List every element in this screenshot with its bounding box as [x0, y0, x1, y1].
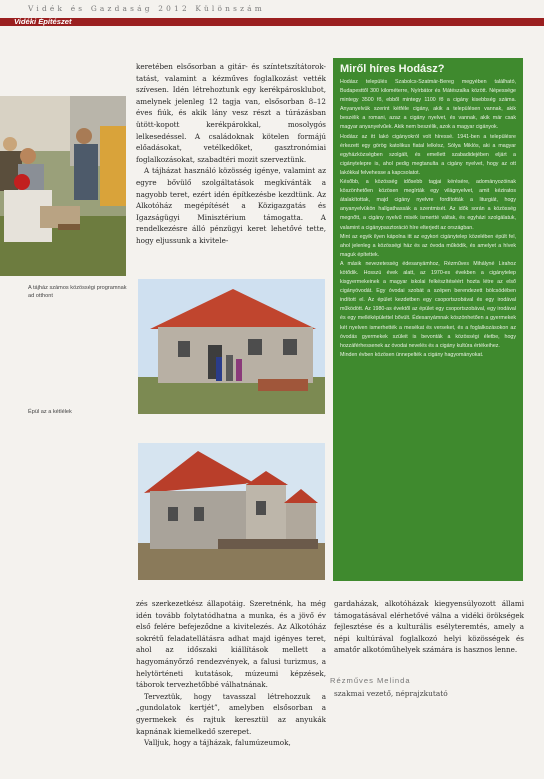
author-role: szakmai vezető, néprajzkutató: [334, 689, 448, 698]
section-rubric: Vidéki Építészet: [14, 17, 72, 26]
sidebar-paragraph: A másik nevezetesség édesanyámhoz, Rézműves Mihályné Lirahoz kötődik. Hosszú évek alatt, az 1970-es években a cigánytelep kisgyermekeinek a magyar iskolai felkészítéséért hozta létre az első cigányóvodát. Egy óvodai szobát a szépen berendezett bölcsödében indított el. Az épület kezdetben egy csoportszobával és egy irodával működött. Az 1980-as évektől az épület egy csoportszobával, egy irodával és egy melléképülettel bővült. Édesanyámnak köszönhetően a gyermekek két nyelven ismerhették a mesékat és verseket, és a foglalkozásokon az óvodás gyermekek szüleit is bevonták a közösségi életbe, hogy hozzáférhessenek az óvodai nevelés és a cigány kultúra értékeihez.: [340, 260, 516, 349]
sidebar-paragraph: Hodász település Szabolcs-Szatmár-Bereg megyében található, Budapesttől 300 kilométerre, Nyírbátor és Mátészalka között. Népessége mintegy 3500 fő, ebből mintegy 1100 fő a cigány kisebbség száma. Anyanyelvük szerint kétféle cigány, akik a településen vannak, akik beszélik a romani, azaz a cigány nyelvet, és vannak, akik már csak magyar anyanyelvűek. Akik nem beszélik, azok a magyar cigányok.: [340, 79, 516, 131]
section-rubric-bar: [0, 18, 544, 26]
paragraph: Valljuk, hogy a tájházak, falumúzeumok,: [144, 738, 291, 748]
sidebar-title: Miről híres Hodász?: [340, 63, 445, 75]
paragraph: gardaházak, alkotóházak kiegyensúlyozott állami támogatásával elérhetővé válna a vidéki örökségek fejlesztése és a kulturális esélyteremtés, amely a népi kultúrával foglalkozó helyi közösségek és amatőr alkotóműhelyek számára is hasznos lenne.: [334, 599, 524, 655]
photo-community-program: [0, 96, 126, 276]
article-column-bottom-left: [136, 598, 326, 749]
sidebar-paragraph: Mint az egyik ilyen kápolna itt az egykori cigánytelep közelében épült fel, ahol jelenleg a közösségi ház és az óvoda működik, és amelyet a hívek maguk építettek.: [340, 233, 516, 258]
sidebar-paragraph: Hodász az itt lakó cigányokról volt híressé. 1941-ben a településre érkezett egy görög katolikus fiatal lelkész, Sólya Miklós, aki a magyar egyházközségben szolgált, és emellett szabadidejében eljárt a cigánytelepre is, ahol pedig megtanulta a cigány nyelvet, hogy az ott lakókkal felvehesse a kapcsolatot.: [340, 133, 516, 176]
page-header: [0, 0, 544, 26]
photo-caption: Épül az a kétlélek: [28, 409, 72, 415]
sidebar-box: [333, 58, 523, 581]
photo-house-construction-2: [138, 443, 325, 580]
article-column-bottom-right: [334, 598, 524, 656]
photo-house-construction-1: [138, 279, 325, 414]
paragraph: zés szerkezetkész állapotáig. Szeretnénk, ha még idén tovább folytatódhatna a munka, és a jövő év első felére befejeződne a kivitelezés. Az Alkotóház sokrétű feladatellátásra adhat majd igényes teret, ahol az időszaki kiállítások mellett a hagyományőrző rendezvények, a falusi turizmus, a helytörténeti kutatások, múzeumi képzések, táborok tervezhetőbbé válhatnának.: [136, 599, 326, 690]
sidebar-paragraph: Minden évben közösen ünnepelték a cigány hagyományokat.: [340, 351, 484, 358]
paragraph: A tájházat használó közösség igénye, valamint az egyre bővülő szolgáltatások megkívánták a nagyobb teret, ezért idén építkezésbe kezdtünk. Az Alkotóház megépítését a Közigazgatás és Igazságügyi Minisztérium támogatta. A rendelkezésre álló pénzügyi keret lehetővé tette, hogy eljussunk a kivitele-: [136, 166, 326, 245]
paragraph: Terveztük, hogy tavasszal létrehozzuk a „gundolatok kertjét”, amelyben elsősorban a gyermekek és rajtuk keresztül az anyukák kapnának kiemelkedő szerepet.: [136, 691, 326, 736]
author-name: Rézműves Melinda: [330, 676, 411, 685]
running-head: Vidék és Gazdaság 2012 Különszám: [28, 4, 265, 13]
sidebar-paragraph: Később, a közösség idősebb tagjai kérésére, adományozóinak köszönhetően közösen megírták egy világnyelvet, amit kéziratos átalakítottak, majd cigány nyelvre fordították a liturgiát, hogy anyanyelvükön hallgathassák a szentmisét. Az idők során a közösség megnőtt, a cigány nyelvű misék ismertté váltak, és egyházi szolgálatuk, valamint a cigánypasztoráció híre elterjedt az országban.: [340, 179, 516, 231]
photo-caption: A tájház számos közösségi programnak ad otthont: [28, 285, 127, 300]
article-column-top: [136, 61, 326, 247]
paragraph: keretében elsősorban a gitár- és színtetszítátorok-tatást, valamint a kézműves foglalkozást vették szívesen. Idén létrehoztunk egy kerékpárosklubot, amelynek jelenleg 12 tagja van, elsősorban 8–12 éves fiúk, és akik lány vesz részt a túrázásban ütött-kopott kerékpárokkal, mosolygós lelkesedéssel. A családoknak kötelen formájú előadásokat, vetélkedőket, gasztronómiai foglalkozásokat, szabadtéri mozit szerveztünk.: [136, 62, 326, 164]
sidebar-text: [333, 78, 523, 360]
